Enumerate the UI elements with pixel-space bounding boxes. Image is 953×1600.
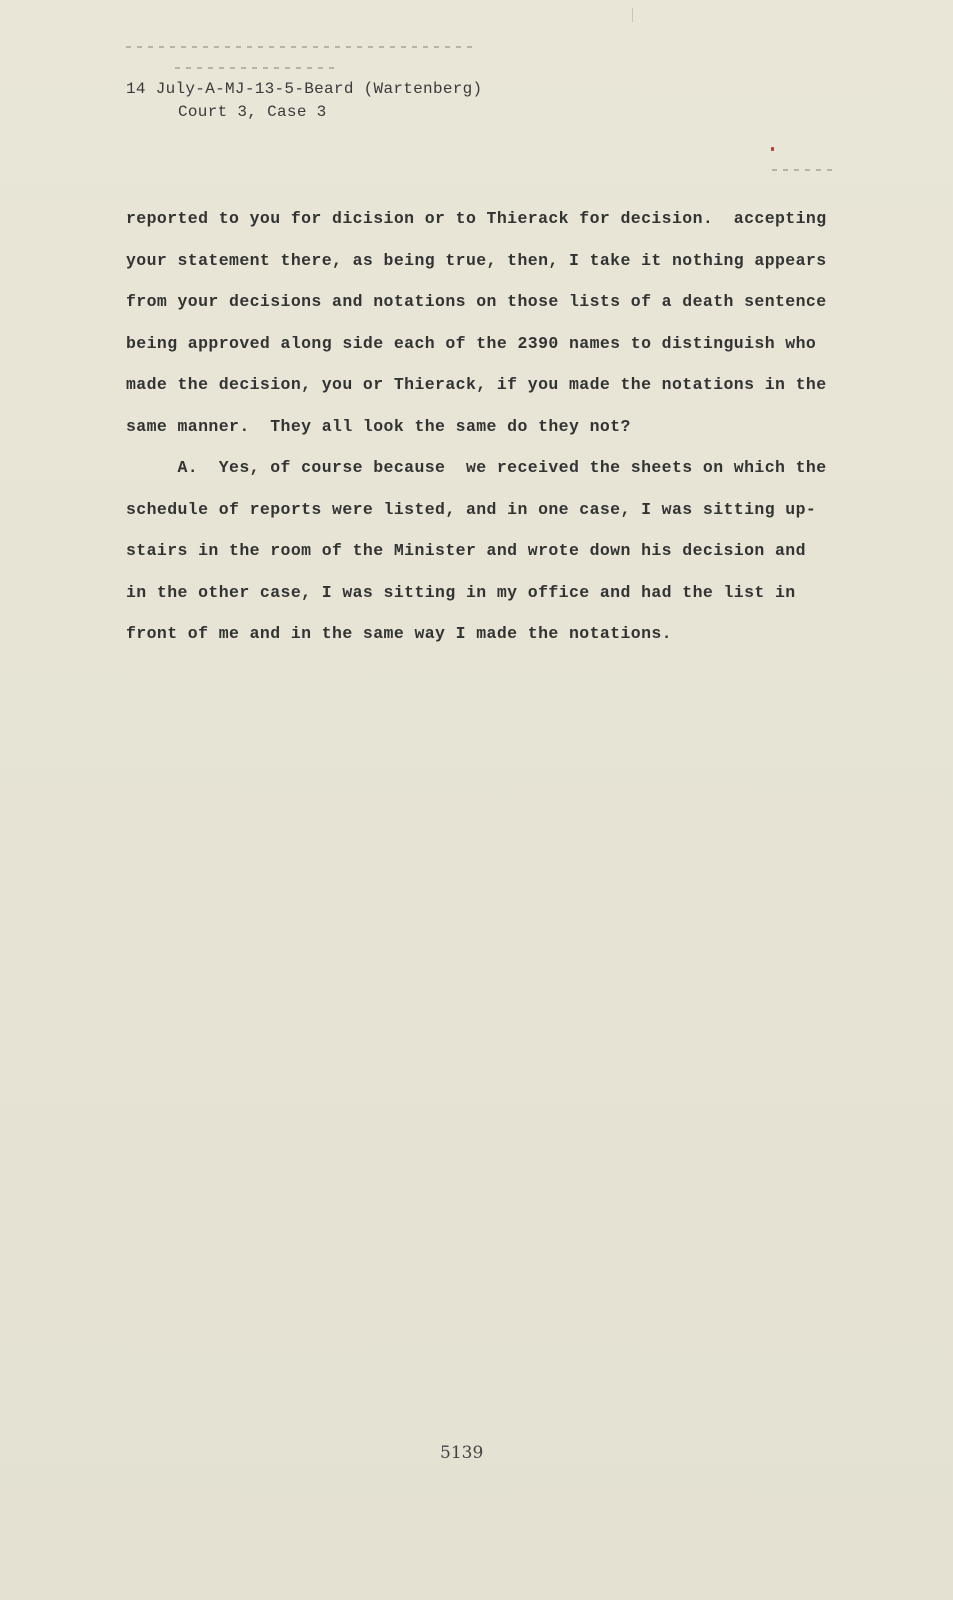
text-line: A. Yes, of course because we received the sheets on which the bbox=[126, 458, 827, 477]
page-number: 5139 bbox=[440, 1443, 484, 1463]
text-line: front of me and in the same way I made the notations. bbox=[126, 624, 672, 643]
text-line: same manner. They all look the same do they not? bbox=[126, 416, 631, 436]
text-line: reported to you for dicision or to Thierack for decision. accepting bbox=[126, 209, 827, 228]
text-line: from your decisions and notations on those lists of a death sentence bbox=[126, 292, 827, 311]
text-line: in the other case, I was sitting in my office and had the list in bbox=[126, 582, 796, 602]
red-ink-mark bbox=[771, 147, 774, 151]
faded-typing-smudge bbox=[126, 46, 476, 48]
text-line: made the decision, you or Thierack, if you made the notations in the bbox=[126, 375, 827, 394]
faded-typing-smudge bbox=[175, 67, 335, 69]
header-court-case: Court 3, Case 3 bbox=[178, 103, 327, 121]
text-line: schedule of reports were listed, and in one case, I was sitting up- bbox=[126, 499, 817, 519]
faded-typing-smudge bbox=[772, 169, 832, 171]
text-line: your statement there, as being true, then, I take it nothing appears bbox=[126, 250, 827, 270]
testimony-text bbox=[126, 198, 846, 655]
paper-edge-mark bbox=[632, 8, 633, 22]
text-line: being approved along side each of the 2390 names to distinguish who bbox=[126, 333, 817, 353]
header-reference: 14 July-A-MJ-13-5-Beard (Wartenberg) bbox=[126, 80, 483, 98]
text-line: stairs in the room of the Minister and wrote down his decision and bbox=[126, 541, 806, 560]
